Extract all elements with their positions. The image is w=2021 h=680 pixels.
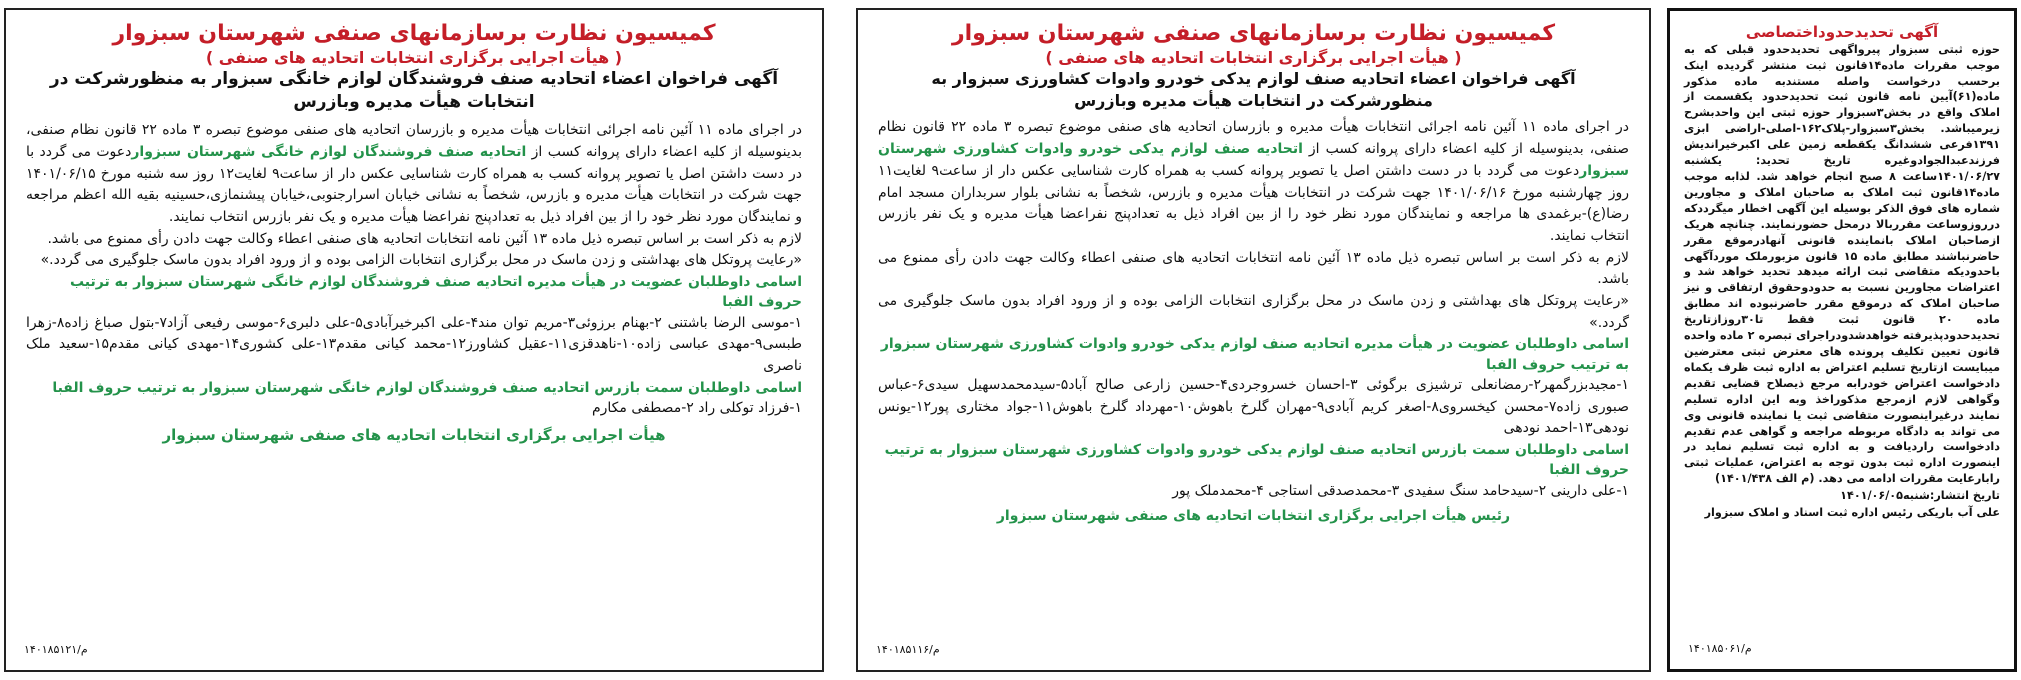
notice-auto-parts-p1a: در اجرای ماده ۱۱ آئین نامه اجرائی انتخابات هیأت مدیره و بازرسان اتحادیه های صنفی موضوع تبصره ۳ ماده ۲۲ قانون نظام صنفی، بدینوسیله از کلیه اعضاء دارای پروانه کسب از: [878, 119, 1630, 158]
notice-home-appliances-board-heading: اسامی داوطلبان عضویت در هیأت مدیره اتحادیه صنف فروشندگان لوازم خانگی شهرستان سبزوار به ترتیب حروف الفبا: [69, 273, 802, 311]
notice-auto-parts-paragraph-3: «رعایت پروتکل های بهداشتی و زدن ماسک در محل برگزاری انتخابات الزامی بوده و از ورود افراد بدون ماسک جلوگیری می گردد.»: [878, 292, 1629, 331]
notice-demarcation-body: حوزه ثبتی سبزوار پیرواگهی تحدیدحدود قبلی که به موجب مقررات ماده۱۴قانون ثبت منتشر گردیده اینک برحسب درخواست واصله مستندبه ماده مذکور ماده(۶۱)آیین نامه قانون ثبت تحدیدحدود یکقسمت از املاک واقع در بخش۳سبزوار حوزه ثبتی این واحدبشرح زیرمیباشد. بخش۳سبزوار-پلاک۱۶۲-اصلی-اراضی ابزی ۱۳۹۱فرعی ششدانگ یکقطعه زمین علی اکبرخیراندیش فرزندعبدالجوادوغیره تاریخ تحدید: یکشنبه ۱۴۰۱/۰۶/۲۷ساعت ۸ صبح انجام خواهد شد. لذابه موجب ماده۱۴قانون ثبت املاک به صاحبان املاک و مجاورین شماره های فوق الذکر بوسیله این آگهی اخطار میگرددکه درروزوساعت مقرربالا درمحل حضورنمایند. چنانچه هریک ازصاحبان املاک بانماینده قانونی آنهادرموقع مقرر حاضرنباشند مطابق ماده ۱۵ قانون مزبورملک موردآگهی باحدودیکه متقاضی ثبت ارائه میدهد تحدید خواهد شد و اعتراضات مجاورین نسبت به حدودوحقوق ارتفاقی و نیز صاحبان املاک که درموقع مقرر حاضرنبوده اند مطابق ماده ۲۰ قانون ثبت فقط تا۳۰روزازتاریخ تحدیدحدودپذیرفته خواهدشدودراجرای تبصره ۲ ماده واحده قانون تعیین تکلیف پرونده های معترض ثبتی معترضین میبایست ازتاریخ تسلیم اعتراض به اداره ثبت ظرف یکماه دادخواست اعتراض خودرابه مرجع ذیصلاح قضایی تقدیم وگواهی لازم ازمرجع مذکوراخذ وبه این اداره تسلیم نمایند درغیراینصورت متقاضی ثبت یا نماینده قانونی وی می تواند به دادگاه مربوطه مراجعه و گواهی عدم تقدیم دادخواست راردیافت و به اداره ثبت تسلیم نماید در اینصورت اداره ثبت بدون توجه به اعتراض، عملیات ثبتی رابارعایت مقررات ادامه می دهد. (م الف ۱۴۰۱/۴۳۸): [1684, 42, 2000, 486]
notice-auto-parts-board-heading: اسامی داوطلبان عضویت در هیأت مدیره اتحادیه صنف لوازم یدکی خودرو وادوات کشاورزی شهرستان سبزوار به ترتیب حروف الفبا: [880, 336, 1629, 373]
notice-auto-parts-subtitle: ( هیأت اجرایی برگزاری انتخابات اتحادیه های صنفی ): [1045, 47, 1462, 67]
notice-home-appliances-inspector-list: ۱-فرزاد توکلی راد ۲-مصطفی مکارم: [591, 399, 802, 416]
notice-home-appliances-headline: آگهی فراخوان اعضاء اتحادیه صنف فروشندگان لوازم خانگی سبزوار به منظورشرکت در انتخابات هیأت مدیره وبازرس: [49, 69, 779, 113]
notice-home-appliances-signature: هیأت اجرایی برگزاری انتخابات اتحادیه های صنفی شهرستان سبزوار: [162, 425, 666, 444]
notice-home-appliances: [4, 8, 824, 672]
notice-home-appliances-paragraph-1: [26, 120, 802, 228]
notice-home-appliances-paragraph-2: لازم به ذکر است بر اساس تبصره ذیل ماده ۱۳ آئین نامه انتخابات اتحادیه های صنفی اعطاء وکالت جهت دادن رأی ممنوع می باشد.: [47, 230, 802, 247]
notice-home-appliances-union-name: اتحادیه صنف فروشندگان لوازم خانگی شهرستان سبزوار: [131, 143, 527, 160]
notice-auto-parts-inspector-list: ۱-علی دارینی ۲-سیدحامد سنگ سفیدی ۳-محمدصدقی استاجی ۴-محمدملک پور: [1172, 482, 1629, 499]
notice-auto-parts-board-list: ۱-مجیدبزرگمهر۲-رمضانعلی ترشیزی برگوئی ۳-احسان خسروجردی۴-حسین زارعی صالح آباد۵-سیدمحمدسهیل سیدی۶-عباس صبوری زاده۷-محسن کیخسروی۸-اصغر کریم آبادی۹-مهران گلرخ باهوش۱۰-مهرداد گلرخ باهوش۱۱-جواد مختاری پور۱۲-یونس نودهی۱۳-احمد نودهی: [878, 376, 1629, 437]
notice-auto-parts-code: ۱۴۰۱۸۵۱۱۶/م: [876, 643, 940, 656]
notice-auto-parts-title: کمیسیون نظارت برسازمانهای صنفی شهرستان سبزوار: [951, 21, 1556, 46]
notice-home-appliances-title: کمیسیون نظارت برسازمانهای صنفی شهرستان سبزوار: [112, 21, 716, 46]
notice-auto-parts-p1b: دعوت می گردد با در دست داشتن اصل یا تصویر پروانه کسب به همراه کارت شناسایی عکس دار از ساعت۹ لغایت۱۱ روز چهارشنبه مورخ ۱۴۰۱/۰۶/۱۶ جهت شرکت در انتخابات هیأت مدیره و بازرس، شخصاً به نشانی بلوار سربداران مسجد امام رضا(ع)-برغمدی ها مراجعه و نمایندگان مورد نظر خود را از بین افراد ذیل به تعدادپنج نفراعضا هیأت مدیره و یک نفر بازرس انتخاب نمایند.: [878, 162, 1629, 244]
notice-auto-parts-paragraph-1: [878, 117, 1629, 247]
notice-auto-parts-inspector-heading: اسامی داوطلبان سمت بازرس اتحادیه صنف لوازم یدکی خودرو وادوات کشاورزی شهرستان سبزوار به ترتیب حروف الفبا: [884, 442, 1629, 479]
notice-demarcation: [1667, 8, 2017, 672]
notice-auto-parts: [856, 8, 1651, 672]
notice-home-appliances-inspector-heading: اسامی داوطلبان سمت بازرس اتحادیه صنف فروشندگان لوازم خانگی شهرستان سبزوار به ترتیب حروف الفبا: [52, 379, 802, 396]
notice-auto-parts-headline: آگهی فراخوان اعضاء اتحادیه صنف لوازم یدکی خودرو وادوات کشاورزی سبزوار به منظورشرکت در انتخابات هیأت مدیره وبازرس: [931, 69, 1576, 110]
notice-auto-parts-signature: رئیس هیأت اجرایی برگزاری انتخابات اتحادیه های صنفی شهرستان سبزوار: [996, 508, 1511, 525]
notice-demarcation-code: ۱۴۰۱۸۵۰۶۱/م: [1688, 642, 1752, 655]
notice-home-appliances-p1a: در اجرای ماده ۱۱ آئین نامه اجرائی انتخابات هیأت مدیره و بازرسان اتحادیه های صنفی موضوع تبصره ۳ ماده ۲۲ قانون نظام صنفی، بدینوسیله از کلیه اعضاء دارای پروانه کسب از: [26, 122, 803, 160]
notice-home-appliances-board-list: ۱-موسی الرضا باشتنی ۲-بهنام برزوئی۳-مریم توان مند۴-علی اکبرخیرآبادی۵-علی دلبری۶-موسی رفیعی آزاد۷-بتول صباغ زاده۸-زهرا طبسی۹-مهدی عباسی زاده۱۰-ناهدقزی۱۱-عقیل کشاورز۱۲-محمد کیانی مقدم۱۳-علی کشوری۱۴-مهدی کیانی مقدم۱۵-سعید ملک ناصری: [26, 314, 803, 374]
notice-home-appliances-subtitle: ( هیأت اجرایی برگزاری انتخابات اتحادیه های صنفی ): [205, 47, 623, 67]
notice-demarcation-title: آگهی تحدیدحدوداختصاصی: [1745, 23, 1939, 41]
notice-demarcation-signature: علی آب باریکی رئیس اداره ثبت اسناد و املاک سبزوار: [1704, 506, 2000, 520]
notice-auto-parts-union-name: اتحادیه صنف لوازم یدکی خودرو وادوات کشاورزی شهرستان سبزوار: [878, 141, 1629, 179]
notice-demarcation-date: تاریخ انتشار:شنبه۱۴۰۱/۰۶/۰۵: [1840, 489, 2000, 503]
notice-home-appliances-code: ۱۴۰۱۸۵۱۲۱/م: [24, 643, 88, 656]
notice-home-appliances-p1b: دعوت می گردد با در دست داشتن اصل یا تصویر پروانه کسب به همراه کارت شناسایی عکس دار از ساعت۹ لغایت۱۲ روز سه شنبه مورخ ۱۴۰۱/۰۶/۱۵ جهت شرکت در انتخابات هیأت مدیره و بازرس، شخصاً به نشانی خیابان اسرارجنوبی،خیابان پیشنمازی،حسینیه بقیه الله اعظم مراجعه و نمایندگان مورد نظر خود را از بین افراد ذیل به تعدادپنج نفراعضا هیأت مدیره و یک نفر بازرس انتخاب نمایند.: [26, 143, 802, 225]
notice-auto-parts-paragraph-2: لازم به ذکر است بر اساس تبصره ذیل ماده ۱۳ آئین نامه انتخابات اتحادیه های صنفی اعطاء وکالت جهت دادن رأی ممنوع می باشد.: [878, 249, 1629, 288]
notice-home-appliances-paragraph-3: «رعایت پروتکل های بهداشتی و زدن ماسک در محل برگزاری انتخابات الزامی بوده و از ورود افراد بدون ماسک جلوگیری می گردد.»: [40, 252, 802, 269]
